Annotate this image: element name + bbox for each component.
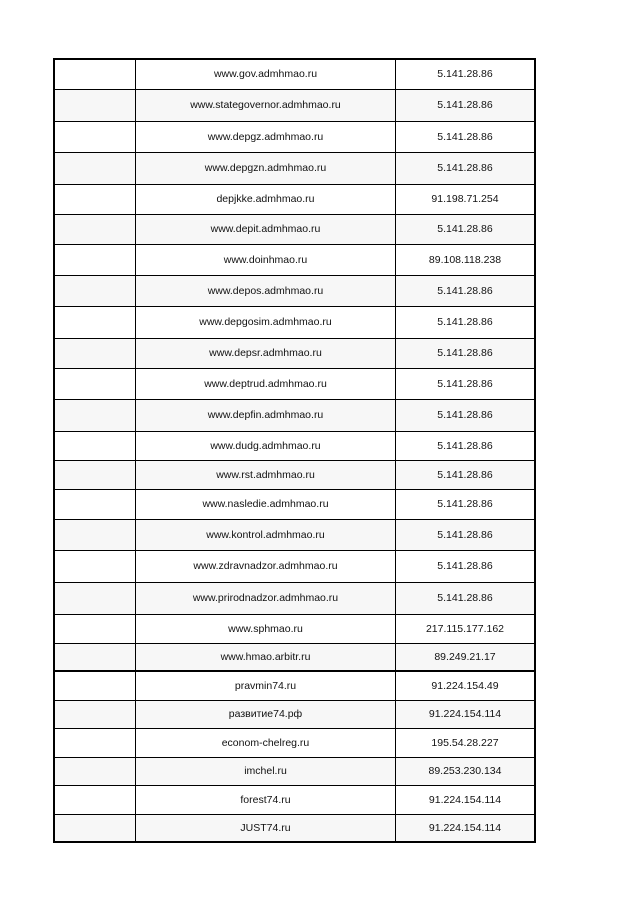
domain-cell: econom-chelreg.ru (136, 728, 396, 757)
table-row (54, 614, 535, 643)
table-row (54, 460, 535, 489)
domain-cell: развитие74.рф (136, 700, 396, 728)
domain-cell: www.sphmao.ru (136, 614, 396, 643)
domain-cell: www.doinhmao.ru (136, 244, 396, 275)
table-row (54, 757, 535, 785)
ip-address-cell: 195.54.28.227 (396, 728, 536, 757)
row-number-cell (54, 244, 136, 275)
row-number-cell (54, 121, 136, 152)
table-row (54, 399, 535, 431)
table-row (54, 121, 535, 152)
ip-address-cell: 89.253.230.134 (396, 757, 536, 785)
table-row (54, 519, 535, 550)
row-number-cell (54, 184, 136, 214)
table-body (54, 59, 535, 842)
ip-address-cell: 5.141.28.86 (396, 368, 536, 399)
domain-cell: JUST74.ru (136, 814, 396, 842)
row-number-cell (54, 152, 136, 184)
domain-cell: www.depos.admhmao.ru (136, 275, 396, 306)
ip-address-cell: 5.141.28.86 (396, 152, 536, 184)
table-row (54, 785, 535, 814)
ip-address-cell: 91.224.154.49 (396, 671, 536, 700)
domain-cell: forest74.ru (136, 785, 396, 814)
table-row (54, 306, 535, 338)
ip-address-cell: 5.141.28.86 (396, 338, 536, 368)
row-number-cell (54, 550, 136, 582)
domain-cell: www.zdravnadzor.admhmao.ru (136, 550, 396, 582)
row-number-cell (54, 671, 136, 700)
row-number-cell (54, 582, 136, 614)
table-row (54, 489, 535, 519)
domain-cell: www.depgzn.admhmao.ru (136, 152, 396, 184)
ip-address-cell: 89.108.118.238 (396, 244, 536, 275)
table-row (54, 700, 535, 728)
domain-cell: www.kontrol.admhmao.ru (136, 519, 396, 550)
ip-address-cell: 5.141.28.86 (396, 89, 536, 121)
ip-address-cell: 5.141.28.86 (396, 399, 536, 431)
table-row (54, 671, 535, 700)
ip-address-cell: 5.141.28.86 (396, 214, 536, 244)
table-row (54, 368, 535, 399)
domain-cell: www.gov.admhmao.ru (136, 59, 396, 89)
row-number-cell (54, 89, 136, 121)
row-number-cell (54, 368, 136, 399)
domain-cell: www.prirodnadzor.admhmao.ru (136, 582, 396, 614)
domain-cell: imchel.ru (136, 757, 396, 785)
table-row (54, 214, 535, 244)
ip-address-cell: 5.141.28.86 (396, 431, 536, 460)
domain-cell: www.hmao.arbitr.ru (136, 643, 396, 671)
row-number-cell (54, 614, 136, 643)
domain-cell: www.rst.admhmao.ru (136, 460, 396, 489)
ip-address-cell: 217.115.177.162 (396, 614, 536, 643)
ip-address-cell: 91.224.154.114 (396, 700, 536, 728)
ip-address-cell: 5.141.28.86 (396, 306, 536, 338)
row-number-cell (54, 275, 136, 306)
table-row (54, 59, 535, 89)
ip-address-cell: 5.141.28.86 (396, 582, 536, 614)
row-number-cell (54, 728, 136, 757)
domain-cell: www.depgosim.admhmao.ru (136, 306, 396, 338)
row-number-cell (54, 814, 136, 842)
table-row (54, 338, 535, 368)
row-number-cell (54, 643, 136, 671)
row-number-cell (54, 700, 136, 728)
ip-address-cell: 89.249.21.17 (396, 643, 536, 671)
domain-cell: pravmin74.ru (136, 671, 396, 700)
table-row (54, 728, 535, 757)
ip-address-cell: 91.224.154.114 (396, 814, 536, 842)
row-number-cell (54, 59, 136, 89)
ip-address-cell: 5.141.28.86 (396, 121, 536, 152)
row-number-cell (54, 214, 136, 244)
row-number-cell (54, 757, 136, 785)
row-number-cell (54, 431, 136, 460)
row-number-cell (54, 519, 136, 550)
ip-address-cell: 5.141.28.86 (396, 489, 536, 519)
row-number-cell (54, 306, 136, 338)
row-number-cell (54, 338, 136, 368)
domain-cell: www.depgz.admhmao.ru (136, 121, 396, 152)
row-number-cell (54, 785, 136, 814)
row-number-cell (54, 489, 136, 519)
ip-address-cell: 5.141.28.86 (396, 460, 536, 489)
domain-cell: www.depsr.admhmao.ru (136, 338, 396, 368)
domain-cell: depjkke.admhmao.ru (136, 184, 396, 214)
domain-cell: www.deptrud.admhmao.ru (136, 368, 396, 399)
ip-address-cell: 91.224.154.114 (396, 785, 536, 814)
domain-cell: www.depit.admhmao.ru (136, 214, 396, 244)
ip-address-cell: 5.141.28.86 (396, 519, 536, 550)
table-row (54, 643, 535, 671)
ip-address-cell: 5.141.28.86 (396, 59, 536, 89)
table-row (54, 275, 535, 306)
domain-ip-table (53, 58, 536, 843)
domain-cell: www.dudg.admhmao.ru (136, 431, 396, 460)
row-number-cell (54, 399, 136, 431)
table-row (54, 184, 535, 214)
ip-address-cell: 5.141.28.86 (396, 275, 536, 306)
table-row (54, 582, 535, 614)
domain-cell: www.depfin.admhmao.ru (136, 399, 396, 431)
domain-cell: www.stategovernor.admhmao.ru (136, 89, 396, 121)
ip-address-cell: 5.141.28.86 (396, 550, 536, 582)
table-row (54, 550, 535, 582)
table-row (54, 89, 535, 121)
table-row (54, 244, 535, 275)
table-row (54, 814, 535, 842)
domain-cell: www.nasledie.admhmao.ru (136, 489, 396, 519)
row-number-cell (54, 460, 136, 489)
ip-address-cell: 91.198.71.254 (396, 184, 536, 214)
table-row (54, 152, 535, 184)
table-row (54, 431, 535, 460)
